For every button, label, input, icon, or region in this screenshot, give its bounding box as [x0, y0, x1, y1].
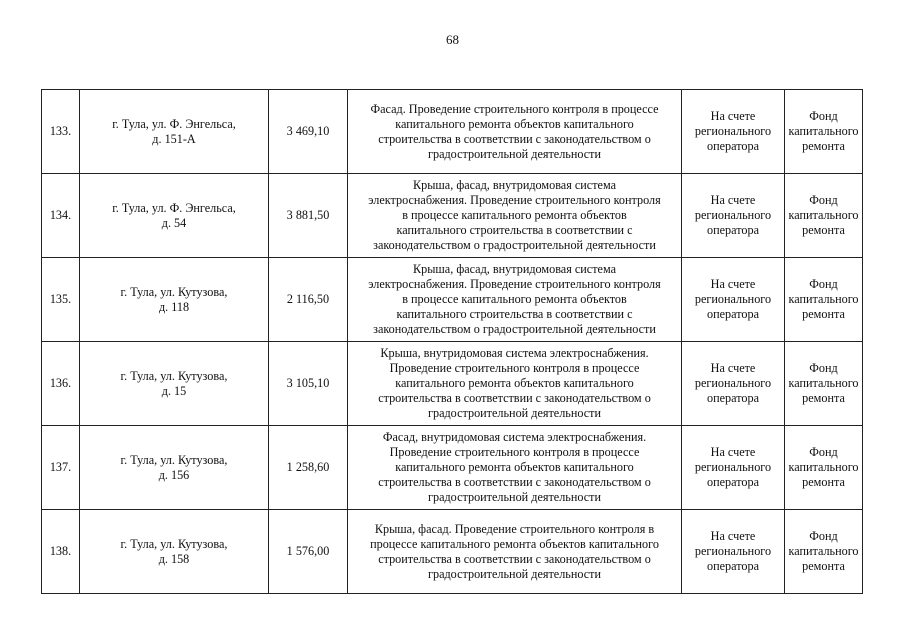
- row-number: 138.: [42, 510, 80, 594]
- work-description-cell: [348, 342, 682, 426]
- work-line: процессе капитального ремонта объектов капитального: [370, 536, 659, 551]
- work-line: Проведение строительного контроля в процессе: [389, 445, 640, 459]
- executor-line: На счете: [710, 529, 756, 543]
- executor-line: На счете: [710, 361, 756, 375]
- work-line: в процессе капитального ремонта объектов: [402, 292, 627, 306]
- work-description-cell: [348, 90, 682, 174]
- address-cell: [80, 258, 269, 342]
- work-line: строительства в соответствии с законодательством о: [378, 391, 651, 405]
- fund-line: Фонд: [809, 109, 838, 123]
- executor-line: оператора: [707, 475, 759, 489]
- work-description-cell: [348, 174, 682, 258]
- work-line: строительства в соответствии с законодательством о: [378, 551, 651, 566]
- work-line: Фасад, внутридомовая система электроснабжения.: [382, 430, 647, 444]
- fund-line: Фонд: [809, 277, 838, 291]
- executor-cell: [682, 258, 785, 342]
- fund-line: капитального: [788, 124, 859, 138]
- work-line: Проведение строительного контроля в процессе: [389, 361, 640, 375]
- work-line: капитального строительства в соответствии с: [396, 223, 633, 237]
- executor-line: регионального: [694, 292, 772, 306]
- executor-line: оператора: [707, 223, 759, 237]
- address-line: д. 156: [158, 467, 190, 482]
- table-row: [42, 90, 863, 174]
- fund-cell: [785, 174, 863, 258]
- work-line: Фасад. Проведение строительного контроля в процессе: [370, 101, 659, 116]
- executor-cell: [682, 342, 785, 426]
- address-line: г. Тула, ул. Ф. Энгельса,: [112, 116, 236, 131]
- fund-line: Фонд: [809, 361, 838, 375]
- cost-cell: 1 258,60: [269, 426, 348, 510]
- address-cell: [80, 90, 269, 174]
- executor-line: оператора: [707, 307, 759, 321]
- executor-line: регионального: [694, 460, 772, 474]
- work-line: капитального ремонта объектов капитального: [395, 116, 634, 131]
- fund-line: ремонта: [802, 223, 845, 237]
- fund-line: ремонта: [802, 475, 845, 489]
- row-number: 136.: [42, 342, 80, 426]
- executor-cell: [682, 510, 785, 594]
- address-line: д. 15: [161, 383, 187, 398]
- executor-line: оператора: [707, 391, 759, 405]
- address-line: г. Тула, ул. Кутузова,: [120, 284, 228, 299]
- address-line: д. 158: [158, 551, 190, 566]
- work-line: строительства в соответствии с законодательством о: [378, 131, 651, 146]
- work-line: градостроительной деятельности: [427, 406, 602, 420]
- cost-cell: 1 576,00: [269, 510, 348, 594]
- row-number: 133.: [42, 90, 80, 174]
- page-number: 68: [446, 32, 459, 47]
- work-line: Крыша, фасад. Проведение строительного контроля в: [374, 521, 655, 536]
- work-line: строительства в соответствии с законодательством о: [378, 475, 651, 489]
- fund-line: Фонд: [809, 445, 838, 459]
- fund-line: капитального: [788, 292, 859, 306]
- fund-line: капитального: [788, 376, 859, 390]
- executor-cell: [682, 174, 785, 258]
- work-line: капитального строительства в соответствии с: [396, 307, 633, 321]
- work-line: электроснабжения. Проведение строительного контроля: [368, 193, 661, 207]
- fund-line: ремонта: [802, 307, 845, 321]
- work-line: законодательством о градостроительной деятельности: [373, 238, 656, 252]
- address-cell: [80, 174, 269, 258]
- work-line: градостроительной деятельности: [427, 566, 602, 581]
- row-number: 134.: [42, 174, 80, 258]
- work-line: Крыша, фасад, внутридомовая система: [413, 178, 616, 192]
- executor-line: На счете: [710, 277, 756, 291]
- cost-cell: 3 469,10: [269, 90, 348, 174]
- executor-line: На счете: [710, 193, 756, 207]
- executor-line: оператора: [707, 559, 759, 573]
- executor-cell: [682, 426, 785, 510]
- fund-cell: [785, 510, 863, 594]
- table-row: [42, 426, 863, 510]
- fund-line: Фонд: [809, 529, 838, 543]
- address-line: г. Тула, ул. Кутузова,: [120, 536, 228, 551]
- address-line: д. 118: [158, 299, 190, 314]
- fund-line: капитального: [788, 460, 859, 474]
- table-body: [42, 90, 863, 594]
- cost-cell: 2 116,50: [269, 258, 348, 342]
- address-line: г. Тула, ул. Кутузова,: [120, 368, 228, 383]
- fund-cell: [785, 90, 863, 174]
- fund-cell: [785, 426, 863, 510]
- fund-line: ремонта: [802, 139, 845, 153]
- fund-line: ремонта: [802, 391, 845, 405]
- address-line: г. Тула, ул. Кутузова,: [120, 452, 228, 467]
- work-description-cell: [348, 510, 682, 594]
- cost-cell: 3 881,50: [269, 174, 348, 258]
- address-line: г. Тула, ул. Ф. Энгельса,: [112, 200, 236, 215]
- row-number: 135.: [42, 258, 80, 342]
- address-cell: [80, 342, 269, 426]
- work-description-cell: [348, 426, 682, 510]
- executor-line: регионального: [694, 124, 772, 138]
- table-row: [42, 258, 863, 342]
- executor-cell: [682, 90, 785, 174]
- table-row: [42, 342, 863, 426]
- table-row: [42, 174, 863, 258]
- executor-line: регионального: [694, 208, 772, 222]
- fund-cell: [785, 258, 863, 342]
- executor-line: На счете: [710, 109, 756, 123]
- work-line: Крыша, фасад, внутридомовая система: [413, 262, 616, 276]
- work-line: электроснабжения. Проведение строительного контроля: [368, 277, 661, 291]
- executor-line: регионального: [694, 376, 772, 390]
- table-row: [42, 510, 863, 594]
- executor-line: регионального: [694, 544, 772, 558]
- overhaul-register-table: [41, 89, 863, 594]
- work-description-cell: [348, 258, 682, 342]
- address-cell: [80, 426, 269, 510]
- work-line: капитального ремонта объектов капитального: [395, 376, 634, 390]
- work-line: Крыша, внутридомовая система электроснабжения.: [380, 346, 649, 360]
- work-line: капитального ремонта объектов капитального: [395, 460, 634, 474]
- work-line: в процессе капитального ремонта объектов: [402, 208, 627, 222]
- fund-line: ремонта: [802, 559, 845, 573]
- address-line: д. 151-А: [152, 131, 196, 146]
- executor-line: оператора: [707, 139, 759, 153]
- row-number: 137.: [42, 426, 80, 510]
- fund-line: капитального: [788, 544, 859, 558]
- fund-cell: [785, 342, 863, 426]
- address-line: д. 54: [161, 215, 187, 230]
- cost-cell: 3 105,10: [269, 342, 348, 426]
- work-line: градостроительной деятельности: [427, 146, 602, 161]
- fund-line: Фонд: [809, 193, 838, 207]
- address-cell: [80, 510, 269, 594]
- fund-line: капитального: [788, 208, 859, 222]
- work-line: градостроительной деятельности: [427, 490, 602, 504]
- executor-line: На счете: [710, 445, 756, 459]
- work-line: законодательством о градостроительной деятельности: [373, 322, 656, 336]
